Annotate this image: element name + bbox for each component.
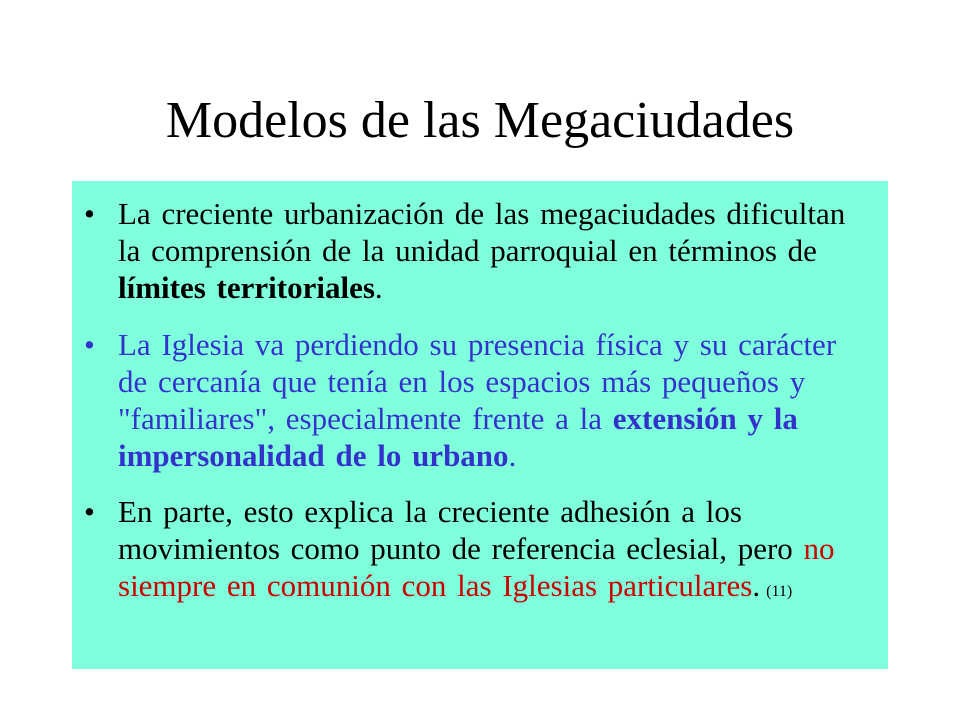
bullet-text-end: . [752, 568, 761, 603]
bullet-dot: • [84, 494, 95, 529]
bullet-emphasis: límites territoriales [118, 270, 375, 305]
bullet-text-part: La Iglesia va perdiendo su presencia física y su carácter de cercanía que tenía en los espacios más pequeños y "familiares", especialmente frente a la [118, 327, 837, 436]
bullet-text [118, 326, 874, 474]
bullet-text [118, 195, 874, 306]
bullet-text-part: En parte, esto explica la creciente adhesión a los movimientos como punto de referencia eclesial, pero [118, 494, 804, 566]
bullet-text-part: La creciente urbanización de las megaciudades dificultan la comprensión de la unidad parroquial en términos de [118, 196, 846, 268]
bullet-emphasis: no siempre en comunión con las Iglesias particulares [118, 531, 835, 603]
reference-number: (11) [766, 583, 793, 600]
bullet-emphasis: extensión y la impersonalidad de lo urbano [118, 401, 798, 473]
bullet-item [84, 493, 874, 610]
content-box [72, 181, 888, 669]
bullet-item [84, 195, 874, 306]
bullet-dot: • [84, 327, 95, 362]
bullet-dot: • [84, 196, 95, 231]
bullet-text-end: . [508, 438, 517, 473]
bullet-item [84, 326, 874, 474]
bullet-text [118, 493, 874, 610]
slide-title: Modelos de las Megaciudades [165, 92, 795, 149]
bullet-text-end: . [374, 270, 383, 305]
